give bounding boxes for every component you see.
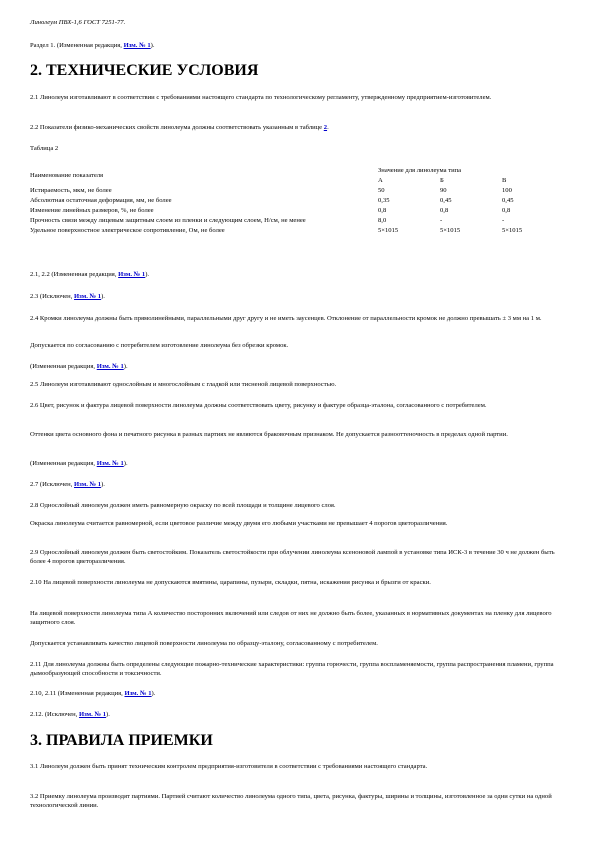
paragraph-2-10: 2.10 На лицевой поверхности линолеума не допускаются вмятины, царапины, пузыри, складки, пятна, искажения рисунка и брызги от краски.: [30, 579, 431, 586]
header-indicator-name: Наименование показателя: [30, 172, 104, 179]
table-caption: Таблица 2: [30, 145, 59, 152]
paragraph-2-9: 2.9 Однослойный линолеум должен быть светостойким. Показатель светостойкости при облучении линолеума ксеноновой лампой в установке типа ИСК-3 в течение 30 ч не должен быть более 4 порогов цветоразличения.: [30, 549, 555, 565]
amendment-link[interactable]: Изм. № 1: [124, 690, 152, 697]
table-2-link[interactable]: 2: [323, 124, 328, 131]
note-2-10-2-11: 2.10, 2.11 (Измененная редакция, Изм. № 1).: [30, 690, 156, 697]
paragraph-2-5: 2.5 Линолеум изготавливают однослойным и многослойным с гладкой или тисненой лицевой поверхностью.: [30, 381, 337, 388]
table-row: Абсолютная остаточная деформация, мм, не более 0,35 0,45 0,45: [30, 197, 514, 204]
amendment-link[interactable]: Изм. № 1: [96, 363, 124, 370]
amendment-link[interactable]: Изм. № 1: [123, 42, 151, 49]
paragraph-2-6-b: Оттенки цвета основного фона и печатного рисунка в разных партиях не являются браковочным признаком. Не допускается разнооттеночность в пределах одной партии.: [30, 431, 508, 438]
table-row: Истираемость, мкм, не более 50 90 100: [30, 187, 512, 194]
amendment-link[interactable]: Изм. № 1: [74, 481, 102, 488]
note-2-4: (Измененная редакция, Изм. № 1).: [30, 363, 128, 370]
paragraph-3-2: 3.2 Приемку линолеума производят партиями. Партией считают количество линолеума одного типа, цвета, рисунка, фактуры, ширины и толщины, изготовленное за одни сутки на одной технологической линии.: [30, 793, 552, 809]
type-c-header: В: [502, 177, 507, 184]
note-2-12: 2.12. (Исключен, Изм. № 1).: [30, 711, 110, 718]
document-title: Линолеум ПВХ-1,6 ГОСТ 7251-77.: [30, 19, 126, 26]
properties-table: [30, 166, 568, 236]
section3-heading: 3. ПРАВИЛА ПРИЕМКИ: [30, 732, 213, 749]
amendment-link[interactable]: Изм. № 1: [74, 293, 102, 300]
table-row: Прочность связи между лицевым защитным слоем из пленки и следующим слоем, Н/см, не менее 8,0 - -: [30, 217, 505, 224]
paragraph-2-1: 2.1 Линолеум изготавливают в соответствии с требованиями настоящего стандарта по технологическому регламенту, утвержденному предприятием-изготовителем.: [30, 94, 492, 101]
paragraph-2-4: 2.4 Кромки линолеума должны быть прямолинейными, параллельными друг другу и не иметь заусенцев. Отклонение от параллельности кромок не должно превышать ± 3 мм на 1 м.: [30, 315, 542, 322]
paragraph-2-10-b: На лицевой поверхности линолеума типа А количество посторонних включений или следов от них не должно быть более, указанных в нормативных документах на пленку для лицевого защитного слоя.: [30, 610, 552, 626]
table-row: Удельное поверхностное электрическое сопротивление, Ом, не более 5×1015 5×1015 5×1015: [30, 227, 523, 234]
note-2-6: (Измененная редакция, Изм. № 1).: [30, 460, 128, 467]
note-2-1-2-2: 2.1, 2.2 (Измененная редакция, Изм. № 1).: [30, 271, 150, 278]
section1-note: Раздел 1. (Измененная редакция, Изм. № 1).: [30, 42, 155, 49]
header-values: Значение для линолеума типа: [378, 167, 462, 174]
paragraph-2-2: 2.2 Показатели физико-механических свойств линолеума должны соответствовать указанным в таблице 2.: [30, 124, 329, 131]
paragraph-2-10-c: Допускается устанавливать качество лицевой поверхности линолеума по образцу-эталону, согласованному с потребителем.: [30, 640, 378, 647]
paragraph-2-8-b: Окраска линолеума считается равномерной, если цветовое различие между двумя его любыми участками не превышает 4 порогов цветоразличения.: [30, 520, 448, 527]
paragraph-2-4-b: Допускается по согласованию с потребителем изготовление линолеума без обрезки кромок.: [30, 342, 289, 349]
table-header-row: [30, 166, 568, 176]
note-2-7: 2.7 (Исключен, Изм. № 1).: [30, 481, 105, 488]
paragraph-2-8: 2.8 Однослойный линолеум должен иметь равномерную окраску по всей площади и толщине лицевого слоя.: [30, 502, 336, 509]
type-a-header: А: [378, 177, 383, 184]
amendment-link[interactable]: Изм. № 1: [78, 711, 107, 718]
section2-heading: 2. ТЕХНИЧЕСКИЕ УСЛОВИЯ: [30, 62, 259, 79]
table-row: Изменение линейных размеров, %, не более 0,8 0,8 0,8: [30, 207, 511, 214]
note-2-3: 2.3 (Исключен, Изм. № 1).: [30, 293, 105, 300]
paragraph-2-11: 2.11 Для линолеума должны быть определены следующие пожарно-технические характеристики: группа горючести, группа воспламеняемости, группа распространения пламени, группа дымообразующей способности и токсичности.: [30, 661, 554, 677]
amendment-link[interactable]: Изм. № 1: [96, 460, 124, 467]
amendment-link[interactable]: Изм. № 1: [118, 271, 146, 278]
paragraph-2-6: 2.6 Цвет, рисунок и фактура лицевой поверхности линолеума должны соответствовать цвету, рисунку и фактуре образца-эталона, согласованного с потребителем.: [30, 402, 487, 409]
paragraph-3-1: 3.1 Линолеум должен быть принят техническим контролем предприятия-изготовителя в соответствии с требованиями настоящего стандарта.: [30, 763, 428, 770]
type-b-header: Б: [440, 177, 444, 184]
